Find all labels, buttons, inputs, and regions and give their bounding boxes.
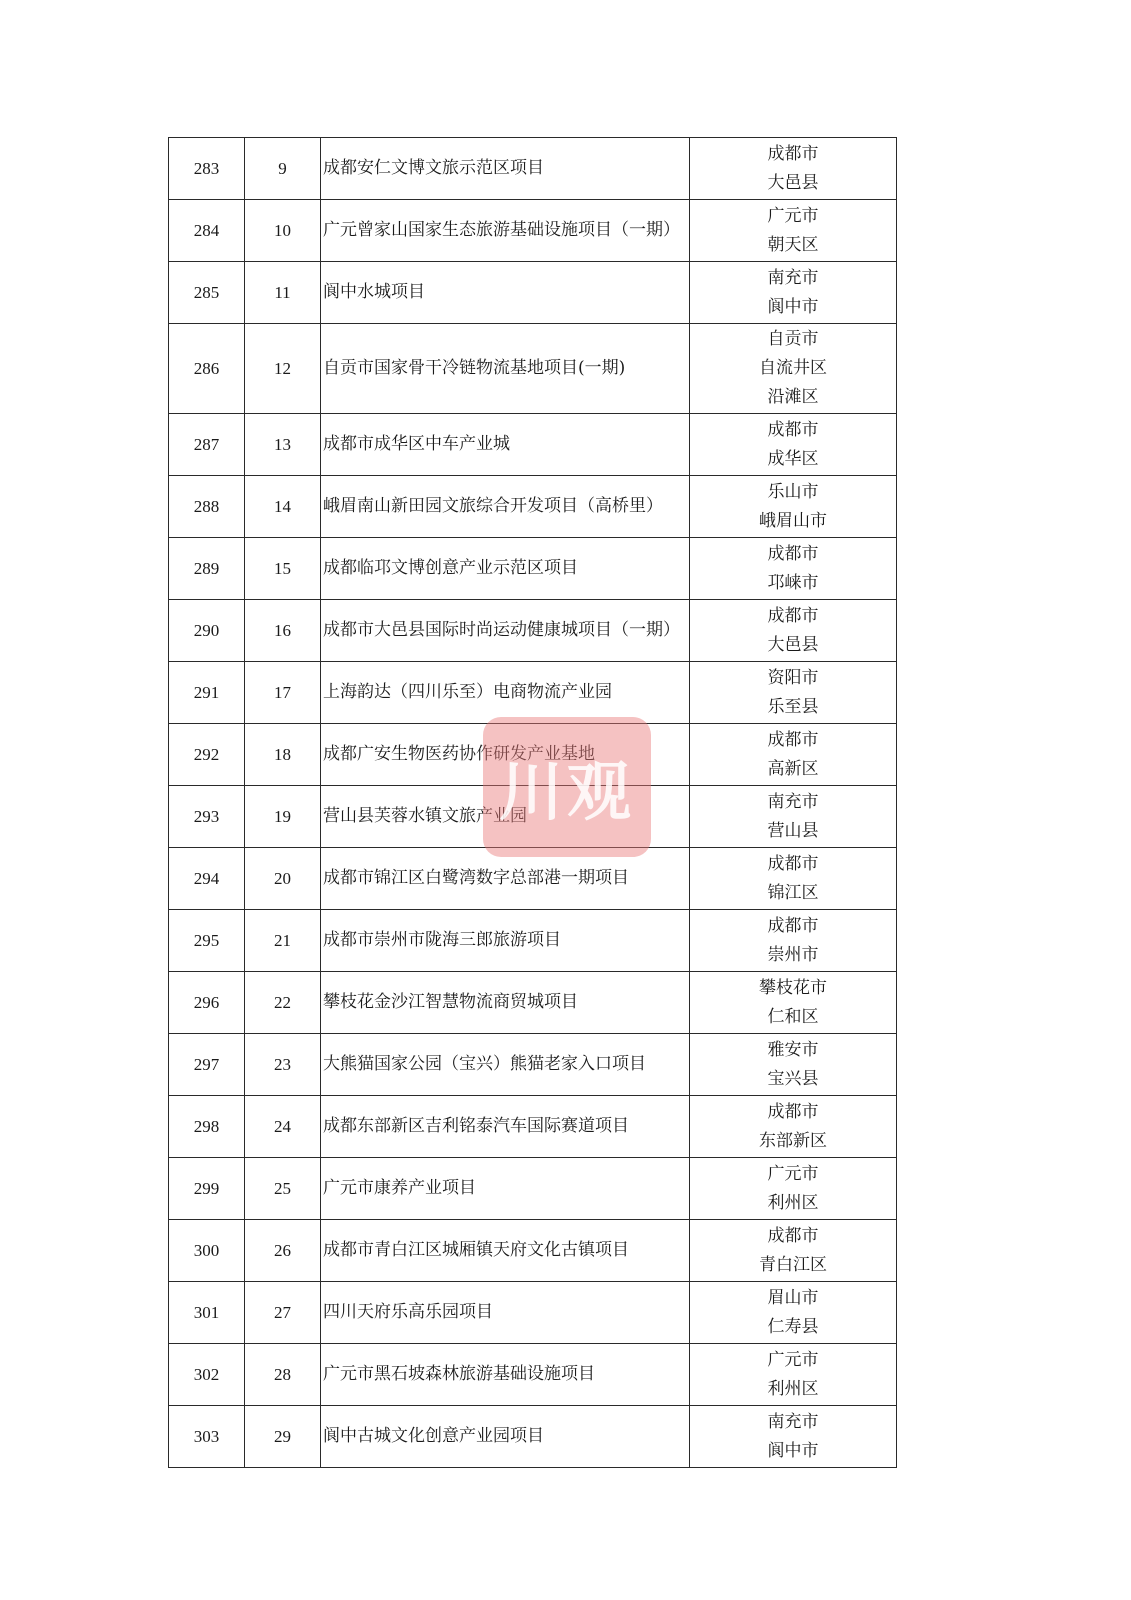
location-line: 邛崃市 [767, 572, 819, 593]
project-name-cell: 广元曾家山国家生态旅游基础设施项目（一期） [321, 200, 690, 262]
project-name-cell: 成都市崇州市陇海三郎旅游项目 [321, 910, 690, 972]
location-line: 广元市 [767, 205, 819, 226]
location-line: 青白江区 [759, 1254, 827, 1275]
sub-number-cell: 13 [245, 414, 321, 476]
location-line: 仁寿县 [767, 1316, 819, 1337]
project-name-cell: 上海韵达（四川乐至）电商物流产业园 [321, 662, 690, 724]
row-number-cell: 303 [169, 1406, 245, 1468]
location-line: 利州区 [767, 1378, 819, 1399]
table-row [169, 200, 897, 262]
location-line: 沿滩区 [767, 387, 819, 407]
location-cell [690, 1406, 897, 1468]
location-cell [690, 910, 897, 972]
row-number-cell: 287 [169, 414, 245, 476]
location-cell [690, 1344, 897, 1406]
location-line: 成都市 [767, 729, 819, 750]
location-line: 大邑县 [767, 634, 819, 655]
project-table [168, 137, 897, 1468]
location-cell [690, 200, 897, 262]
location-cell [690, 138, 897, 200]
location-line: 攀枝花市 [759, 977, 827, 998]
project-name-cell: 成都市大邑县国际时尚运动健康城项目（一期） [321, 600, 690, 662]
row-number-cell: 299 [169, 1158, 245, 1220]
location-cell [690, 972, 897, 1034]
location-cell [690, 1158, 897, 1220]
sub-number-cell: 22 [245, 972, 321, 1034]
location-line: 成都市 [767, 1101, 819, 1122]
sub-number-cell: 26 [245, 1220, 321, 1282]
table-row [169, 476, 897, 538]
location-line: 营山县 [767, 820, 819, 841]
table-row [169, 324, 897, 414]
location-line: 崇州市 [767, 944, 819, 965]
row-number-cell: 300 [169, 1220, 245, 1282]
location-line: 成都市 [767, 143, 819, 164]
location-line: 宝兴县 [767, 1068, 819, 1089]
location-line: 朝天区 [767, 234, 819, 255]
location-line: 高新区 [767, 758, 819, 779]
location-line: 利州区 [767, 1192, 819, 1213]
project-name-cell: 成都市青白江区城厢镇天府文化古镇项目 [321, 1220, 690, 1282]
location-line: 仁和区 [767, 1006, 819, 1027]
sub-number-cell: 20 [245, 848, 321, 910]
location-line: 成都市 [767, 543, 819, 564]
location-line: 阆中市 [767, 1440, 819, 1461]
location-line: 成都市 [767, 1225, 819, 1246]
location-cell [690, 262, 897, 324]
sub-number-cell: 9 [245, 138, 321, 200]
sub-number-cell: 16 [245, 600, 321, 662]
table-row [169, 1406, 897, 1468]
sub-number-cell: 21 [245, 910, 321, 972]
watermark-text: 川观 [499, 756, 635, 830]
table-row [169, 414, 897, 476]
sub-number-cell: 12 [245, 324, 321, 414]
location-cell [690, 786, 897, 848]
project-name-cell: 成都东部新区吉利铭泰汽车国际赛道项目 [321, 1096, 690, 1158]
location-cell [690, 724, 897, 786]
location-cell [690, 538, 897, 600]
table-row [169, 786, 897, 848]
project-name-cell: 成都市成华区中车产业城 [321, 414, 690, 476]
sub-number-cell: 11 [245, 262, 321, 324]
location-line: 成都市 [767, 915, 819, 936]
location-cell [690, 476, 897, 538]
row-number-cell: 289 [169, 538, 245, 600]
location-line: 锦江区 [767, 882, 819, 903]
sub-number-cell: 17 [245, 662, 321, 724]
project-name-cell: 成都市锦江区白鹭湾数字总部港一期项目 [321, 848, 690, 910]
sub-number-cell: 19 [245, 786, 321, 848]
table-row [169, 262, 897, 324]
table-row [169, 972, 897, 1034]
location-line: 乐至县 [767, 696, 819, 717]
row-number-cell: 291 [169, 662, 245, 724]
location-line: 成都市 [767, 853, 819, 874]
row-number-cell: 288 [169, 476, 245, 538]
row-number-cell: 296 [169, 972, 245, 1034]
row-number-cell: 301 [169, 1282, 245, 1344]
table-row [169, 138, 897, 200]
project-name-cell: 成都临邛文博创意产业示范区项目 [321, 538, 690, 600]
row-number-cell: 285 [169, 262, 245, 324]
row-number-cell: 298 [169, 1096, 245, 1158]
location-cell [690, 662, 897, 724]
location-cell [690, 324, 897, 414]
location-line: 成都市 [767, 605, 819, 626]
sub-number-cell: 27 [245, 1282, 321, 1344]
sub-number-cell: 24 [245, 1096, 321, 1158]
row-number-cell: 286 [169, 324, 245, 414]
location-line: 东部新区 [759, 1130, 827, 1151]
table-row [169, 1344, 897, 1406]
location-line: 乐山市 [767, 481, 819, 502]
project-name-cell: 攀枝花金沙江智慧物流商贸城项目 [321, 972, 690, 1034]
project-name-cell: 四川天府乐高乐园项目 [321, 1282, 690, 1344]
table-row [169, 848, 897, 910]
location-line: 大邑县 [767, 172, 819, 193]
location-line: 广元市 [767, 1349, 819, 1370]
location-cell [690, 848, 897, 910]
sub-number-cell: 23 [245, 1034, 321, 1096]
location-cell [690, 1220, 897, 1282]
table-row [169, 1220, 897, 1282]
table-row [169, 1096, 897, 1158]
row-number-cell: 302 [169, 1344, 245, 1406]
sub-number-cell: 15 [245, 538, 321, 600]
sub-number-cell: 28 [245, 1344, 321, 1406]
project-name-cell: 成都广安生物医药协作研发产业基地 [321, 724, 690, 786]
project-name-cell: 自贡市国家骨干冷链物流基地项目(一期) [321, 324, 690, 414]
project-name-cell: 广元市黑石坡森林旅游基础设施项目 [321, 1344, 690, 1406]
location-line: 成华区 [767, 448, 819, 469]
row-number-cell: 295 [169, 910, 245, 972]
project-name-cell: 成都安仁文博文旅示范区项目 [321, 138, 690, 200]
sub-number-cell: 18 [245, 724, 321, 786]
sub-number-cell: 29 [245, 1406, 321, 1468]
location-line: 阆中市 [767, 296, 819, 317]
location-cell [690, 414, 897, 476]
row-number-cell: 290 [169, 600, 245, 662]
table-row [169, 538, 897, 600]
row-number-cell: 293 [169, 786, 245, 848]
location-cell [690, 1282, 897, 1344]
row-number-cell: 297 [169, 1034, 245, 1096]
sub-number-cell: 25 [245, 1158, 321, 1220]
table-row [169, 1158, 897, 1220]
location-line: 南充市 [767, 791, 819, 812]
location-line: 峨眉山市 [759, 510, 827, 531]
location-line: 广元市 [767, 1163, 819, 1184]
table-row [169, 600, 897, 662]
row-number-cell: 294 [169, 848, 245, 910]
row-number-cell: 292 [169, 724, 245, 786]
project-name-cell: 营山县芙蓉水镇文旅产业园 [321, 786, 690, 848]
location-line: 南充市 [767, 1411, 819, 1432]
row-number-cell: 283 [169, 138, 245, 200]
project-name-cell: 阆中水城项目 [321, 262, 690, 324]
table-row [169, 1282, 897, 1344]
location-cell [690, 1096, 897, 1158]
location-cell [690, 600, 897, 662]
sub-number-cell: 14 [245, 476, 321, 538]
row-number-cell: 284 [169, 200, 245, 262]
location-line: 资阳市 [767, 667, 819, 688]
table-row [169, 724, 897, 786]
location-cell [690, 1034, 897, 1096]
project-table-body [169, 138, 897, 1468]
table-row [169, 910, 897, 972]
table-row [169, 662, 897, 724]
location-line: 成都市 [767, 419, 819, 440]
project-name-cell: 广元市康养产业项目 [321, 1158, 690, 1220]
location-line: 雅安市 [767, 1039, 819, 1060]
sub-number-cell: 10 [245, 200, 321, 262]
location-line: 自贡市 [767, 329, 819, 349]
location-line: 南充市 [767, 267, 819, 288]
project-name-cell: 峨眉南山新田园文旅综合开发项目（高桥里） [321, 476, 690, 538]
project-name-cell: 大熊猫国家公园（宝兴）熊猫老家入口项目 [321, 1034, 690, 1096]
location-line: 自流井区 [759, 358, 827, 378]
table-row [169, 1034, 897, 1096]
location-line: 眉山市 [767, 1287, 819, 1308]
project-name-cell: 阆中古城文化创意产业园项目 [321, 1406, 690, 1468]
